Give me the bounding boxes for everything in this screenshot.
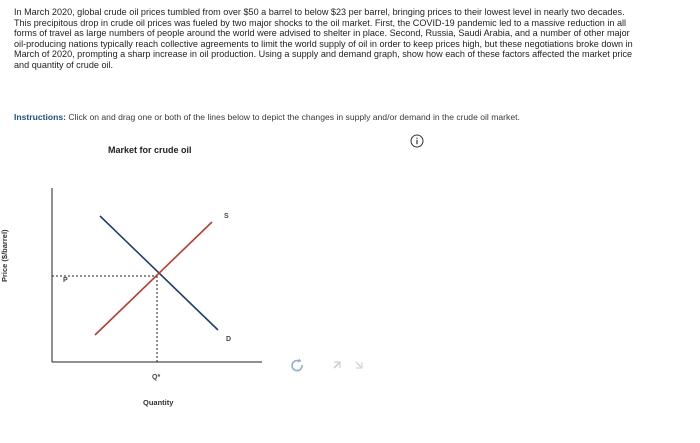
instructions-label: Instructions: bbox=[14, 112, 67, 122]
question-prompt: In March 2020, global crude oil prices tumbled from over $50 a barrel to below $23 per barrel, bringing prices to their lowest level in nearly two decades. This precipitous drop in crude oil prices was fueled by two major shocks to the oil market. First, the COVID-19 pandemic led to a massive reduction in all forms of travel as large numbers of people around the world were advised to shelter in place. Second, Russia, Saudi Arabia, and a number of other major oil-producing nations typically reach collective agreements to limit the world supply of oil in order to keep prices high, but these negotiations broke down in March of 2020, prompting a sharp increase in oil production. Using a supply and demand graph, show how each of these factors affected the market price and quantity of crude oil. bbox=[14, 7, 633, 70]
supply-label: S bbox=[224, 213, 229, 220]
quantity-label: Q* bbox=[152, 374, 161, 381]
demand-label: D bbox=[226, 336, 232, 343]
graph-title: Market for crude oil bbox=[108, 145, 192, 155]
x-axis-label: Quantity bbox=[143, 398, 174, 407]
instructions-text: Click on and drag one or both of the lines below to depict the changes in supply and/or demand in the crude oil market. bbox=[66, 112, 520, 122]
reset-icon[interactable] bbox=[292, 359, 302, 371]
redo-icon[interactable] bbox=[356, 362, 362, 368]
supply-curve[interactable] bbox=[95, 222, 212, 335]
undo-icon[interactable] bbox=[334, 362, 340, 368]
y-axis-label: Price ($/barrel) bbox=[0, 229, 9, 282]
graph-toolbar bbox=[290, 358, 370, 372]
price-label: P bbox=[63, 277, 68, 284]
